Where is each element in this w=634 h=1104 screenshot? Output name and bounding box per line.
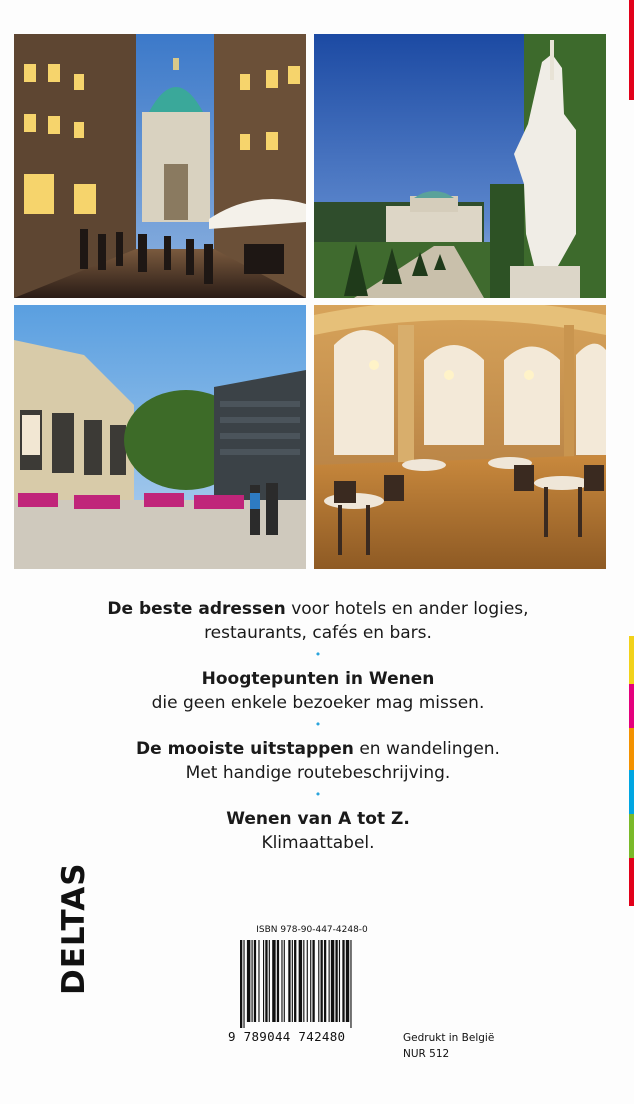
- feature-item-excursions: [40, 737, 596, 785]
- separator-dot: •: [314, 648, 322, 661]
- isbn-text: ISBN 978-90-447-4248-0: [256, 925, 368, 935]
- barcode-bar: [272, 940, 275, 1022]
- feature-list: [40, 597, 596, 855]
- barcode-bar: [318, 940, 319, 1022]
- barcode-bar: [258, 940, 259, 1022]
- barcode-bar: [342, 940, 344, 1022]
- color-tab: [629, 814, 634, 858]
- printed-in-text: Gedrukt in België: [403, 1032, 495, 1044]
- barcode-bar: [346, 940, 349, 1022]
- publisher-logo: DELTAS: [56, 862, 92, 995]
- barcode-bar: [265, 940, 267, 1022]
- color-tab: [629, 636, 634, 684]
- barcode-bar: [252, 940, 253, 1022]
- barcode-bar: [263, 940, 264, 1022]
- barcode-bar: [243, 940, 244, 1028]
- barcode-bar: [292, 940, 293, 1022]
- barcode-bar: [331, 940, 334, 1022]
- feature-heading: Wenen van A tot Z.: [226, 809, 410, 829]
- barcode-bar: [240, 940, 242, 1028]
- feature-text: Klimaattabel.: [261, 833, 375, 853]
- barcode-bar: [350, 940, 351, 1028]
- barcode-bar: [324, 940, 326, 1022]
- separator-dot: •: [314, 788, 322, 801]
- print-info: [403, 1030, 494, 1062]
- barcode-bar: [277, 940, 279, 1022]
- barcode-bar: [269, 940, 270, 1022]
- color-tab: [629, 770, 634, 814]
- feature-text: restaurants, cafés en bars.: [204, 623, 432, 643]
- feature-item-addresses: [40, 597, 596, 645]
- feature-text: die geen enkele bezoeker mag missen.: [151, 693, 485, 713]
- barcode-bar: [284, 940, 285, 1022]
- feature-text: en wandelingen.: [353, 739, 500, 759]
- barcode-bar: [339, 940, 340, 1022]
- viennese-cafe-photo: [314, 305, 606, 569]
- barcode-bar: [307, 940, 308, 1022]
- separator-dot: •: [314, 718, 322, 731]
- barcode-bar: [335, 940, 337, 1022]
- barcode-bar: [303, 940, 304, 1022]
- barcode-bar: [312, 940, 314, 1022]
- belvedere-palace-photo: [314, 34, 606, 298]
- feature-text: Met handige routebeschrijving.: [185, 763, 451, 783]
- feature-item-a-to-z: [40, 807, 596, 855]
- isbn-barcode: [238, 940, 388, 1028]
- barcode-bar: [294, 940, 296, 1022]
- barcode-bar: [254, 940, 256, 1022]
- feature-heading: De mooiste uitstappen: [136, 739, 354, 759]
- color-tab: [629, 0, 634, 100]
- barcode-digits: 9 789044 742480: [228, 1029, 346, 1044]
- barcode-bar: [329, 940, 330, 1022]
- barcode-bar: [299, 940, 302, 1022]
- museumsquartier-photo: [14, 305, 306, 569]
- nur-code: NUR 512: [403, 1048, 450, 1060]
- barcode-bar: [288, 940, 290, 1022]
- feature-text: voor hotels en ander logies,: [285, 599, 529, 619]
- feature-heading: Hoogtepunten in Wenen: [201, 669, 435, 689]
- color-tab: [629, 728, 634, 770]
- feature-heading: De beste adressen: [107, 599, 286, 619]
- barcode-bar: [281, 940, 282, 1022]
- color-tab: [629, 858, 634, 906]
- barcode-bar: [247, 940, 250, 1022]
- vienna-street-photo: [14, 34, 306, 298]
- barcode-bar: [321, 940, 323, 1022]
- color-tab: [629, 684, 634, 728]
- barcode-bar: [310, 940, 311, 1022]
- feature-item-highlights: [40, 667, 596, 715]
